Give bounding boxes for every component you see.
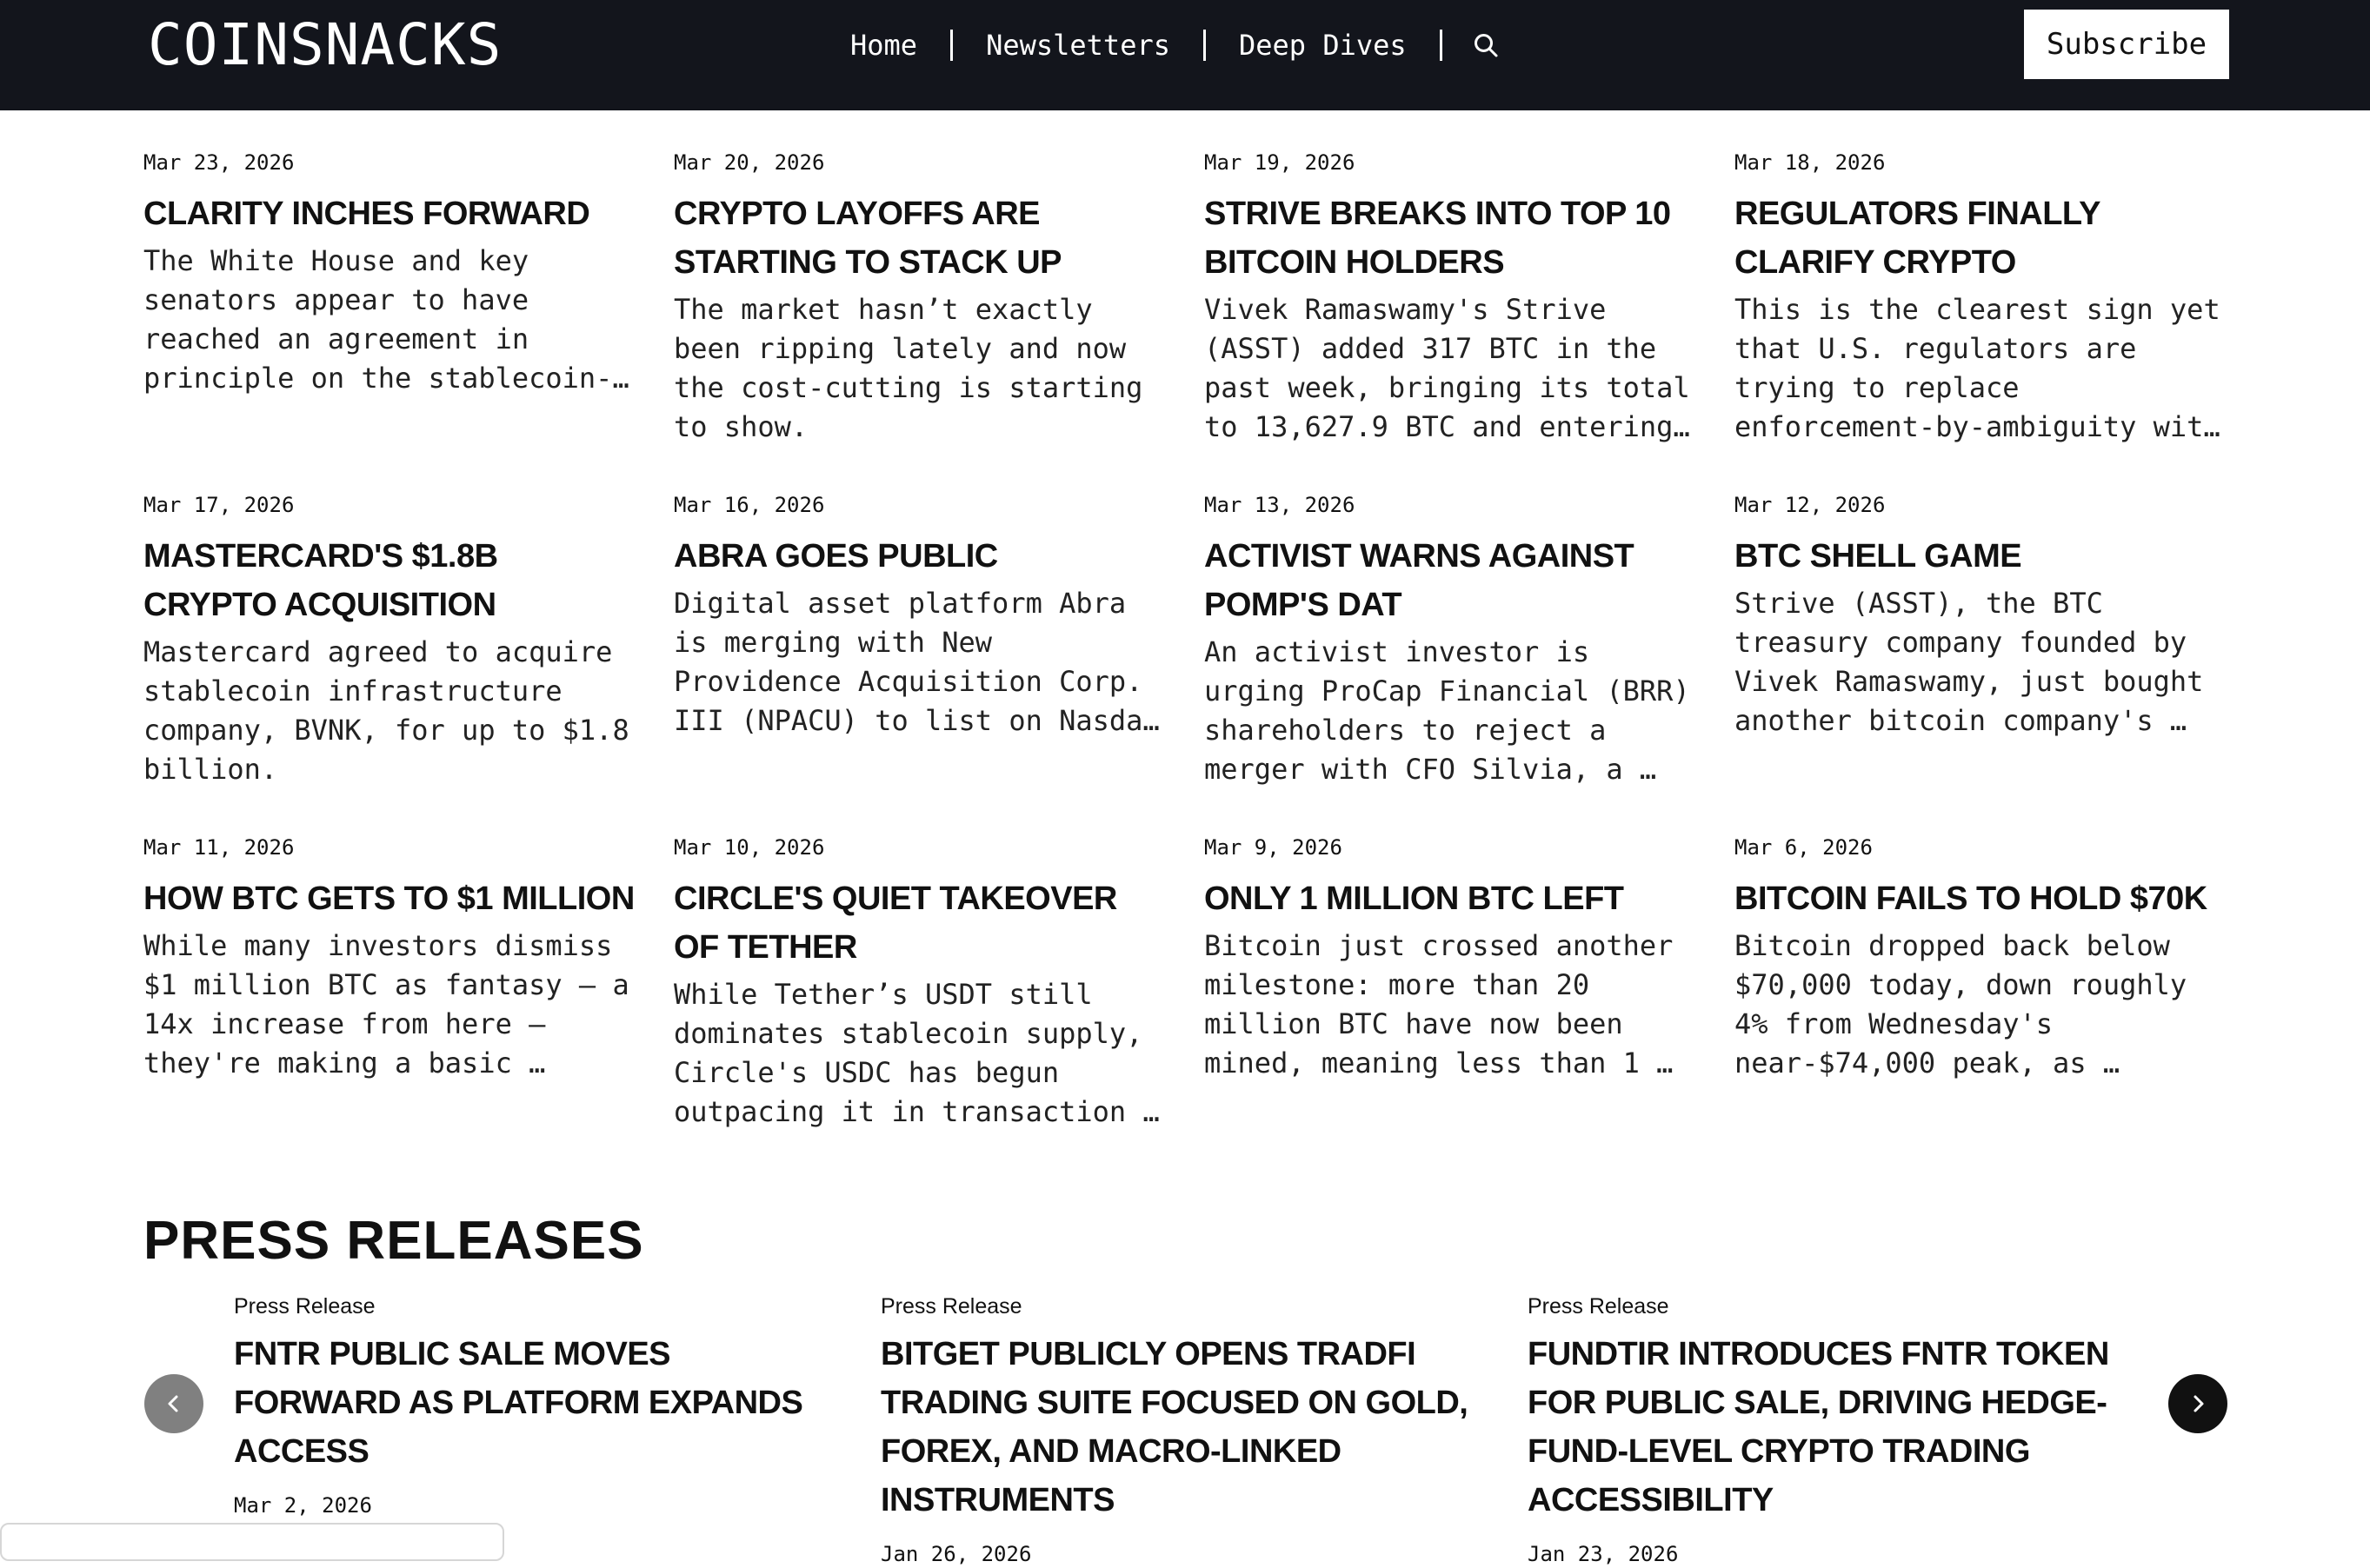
post-card[interactable] [674, 490, 1169, 833]
post-date: Mar 16, 2026 [674, 493, 825, 517]
post-date: Mar 6, 2026 [1734, 835, 1873, 860]
press-release-label: Press Release [234, 1294, 376, 1319]
post-date: Mar 9, 2026 [1204, 835, 1342, 860]
post-date: Mar 17, 2026 [143, 493, 295, 517]
post-date: Mar 20, 2026 [674, 150, 825, 175]
post-card[interactable] [143, 148, 639, 490]
nav-divider [1440, 30, 1442, 61]
post-card[interactable] [1734, 833, 2230, 1175]
post-card[interactable] [674, 148, 1169, 490]
carousel-next-button[interactable] [2168, 1374, 2227, 1433]
post-title[interactable]: REGULATORS FINALLY CLARIFY CRYPTO [1734, 196, 2100, 281]
press-release-card[interactable] [234, 1293, 842, 1519]
post-title[interactable]: BTC SHELL GAME [1734, 538, 2022, 575]
post-card[interactable] [143, 490, 639, 833]
site-header [0, 0, 2370, 110]
post-title[interactable]: ONLY 1 MILLION BTC LEFT [1204, 880, 1624, 917]
post-title[interactable]: MASTERCARD'S $1.8B CRYPTO ACQUISITION [143, 538, 498, 623]
post-card[interactable] [143, 833, 639, 1175]
press-release-title[interactable]: FNTR PUBLIC SALE MOVES FORWARD AS PLATFORM EXPANDS ACCESS [234, 1336, 803, 1470]
post-card[interactable] [1204, 490, 1700, 833]
post-title[interactable]: CLARITY INCHES FORWARD [143, 196, 590, 232]
post-excerpt: While Tether’s USDT still dominates stablecoin supply, Circle's USDC has begun outpacing it in transaction … [674, 978, 1160, 1128]
post-title[interactable]: STRIVE BREAKS INTO TOP 10 BITCOIN HOLDERS [1204, 196, 1671, 281]
post-title[interactable]: ACTIVIST WARNS AGAINST POMP'S DAT [1204, 538, 1634, 623]
search-button[interactable] [1460, 21, 1512, 70]
main-nav [817, 21, 1512, 70]
post-excerpt: The White House and key senators appear to have reached an agreement in principle on the stablecoin-… [143, 244, 629, 395]
chevron-left-icon [163, 1393, 184, 1414]
post-card[interactable] [674, 833, 1169, 1175]
post-excerpt: While many investors dismiss $1 million BTC as fantasy — a 14x increase from here — they're making a basic … [143, 929, 629, 1080]
carousel-prev-button[interactable] [144, 1374, 203, 1433]
chevron-right-icon [2187, 1393, 2208, 1414]
post-excerpt: An activist investor is urging ProCap Financial (BRR) shareholders to reject a merger with CFO Silvia, a … [1204, 635, 1690, 786]
post-card[interactable] [1204, 833, 1700, 1175]
post-excerpt: Vivek Ramaswamy's Strive (ASST) added 317 BTC in the past week, bringing its total to 13,627.9 BTC and entering… [1204, 293, 1690, 443]
press-release-card[interactable] [1528, 1293, 2136, 1568]
post-date: Mar 19, 2026 [1204, 150, 1355, 175]
post-card[interactable] [1204, 148, 1700, 490]
post-date: Mar 18, 2026 [1734, 150, 1886, 175]
press-release-label: Press Release [1528, 1294, 1669, 1319]
posts-grid [143, 148, 2230, 1175]
post-date: Mar 10, 2026 [674, 835, 825, 860]
post-title[interactable]: HOW BTC GETS TO $1 MILLION [143, 880, 635, 917]
press-release-title[interactable]: FUNDTIR INTRODUCES FNTR TOKEN FOR PUBLIC SALE, DRIVING HEDGE-FUND-LEVEL CRYPTO TRADING ACCESSIBILITY [1528, 1336, 2109, 1518]
post-excerpt: The market hasn’t exactly been ripping lately and now the cost-cutting is starting to show. [674, 293, 1143, 443]
post-excerpt: Strive (ASST), the BTC treasury company founded by Vivek Ramaswamy, just bought another bitcoin company's … [1734, 587, 2204, 737]
post-excerpt: This is the clearest sign yet that U.S. regulators are trying to replace enforcement-by-ambiguity wit… [1734, 293, 2220, 443]
post-excerpt: Bitcoin just crossed another milestone: more than 20 million BTC have now been mined, meaning less than 1 … [1204, 929, 1674, 1080]
press-release-label: Press Release [881, 1294, 1022, 1319]
post-card[interactable] [1734, 148, 2230, 490]
search-icon [1473, 32, 1499, 58]
bottom-popup-edge [0, 1523, 504, 1561]
press-releases-heading: PRESS RELEASES [143, 1211, 644, 1271]
post-date: Mar 13, 2026 [1204, 493, 1355, 517]
post-title[interactable]: BITCOIN FAILS TO HOLD $70K [1734, 880, 2207, 917]
post-excerpt: Bitcoin dropped back below $70,000 today, down roughly 4% from Wednesday's near-$74,000 peak, as … [1734, 929, 2187, 1080]
site-logo[interactable]: COINSNACKS [148, 11, 503, 78]
post-card[interactable] [1734, 490, 2230, 833]
nav-newsletters-link[interactable]: Newsletters [986, 29, 1170, 62]
post-excerpt: Mastercard agreed to acquire stablecoin infrastructure company, BVNK, for up to $1.8 billion. [143, 635, 629, 786]
press-release-title[interactable]: BITGET PUBLICLY OPENS TRADFI TRADING SUITE FOCUSED ON GOLD, FOREX, AND MACRO-LINKED INSTRUMENTS [881, 1336, 1468, 1518]
post-title[interactable]: CIRCLE'S QUIET TAKEOVER OF TETHER [674, 880, 1117, 966]
subscribe-button[interactable]: Subscribe [2024, 10, 2229, 79]
post-excerpt: Digital asset platform Abra is merging with New Providence Acquisition Corp. III (NPACU) to list on Nasda… [674, 587, 1160, 737]
press-release-date: Jan 23, 2026 [1528, 1542, 1679, 1566]
press-release-card[interactable] [881, 1293, 1489, 1568]
post-date: Mar 23, 2026 [143, 150, 295, 175]
nav-home-link[interactable]: Home [850, 29, 918, 62]
post-date: Mar 11, 2026 [143, 835, 295, 860]
post-title[interactable]: CRYPTO LAYOFFS ARE STARTING TO STACK UP [674, 196, 1062, 281]
press-release-date: Jan 26, 2026 [881, 1542, 1032, 1566]
post-date: Mar 12, 2026 [1734, 493, 1886, 517]
post-title[interactable]: ABRA GOES PUBLIC [674, 538, 998, 575]
press-release-date: Mar 2, 2026 [234, 1493, 372, 1518]
nav-deep-dives-link[interactable]: Deep Dives [1238, 29, 1407, 62]
